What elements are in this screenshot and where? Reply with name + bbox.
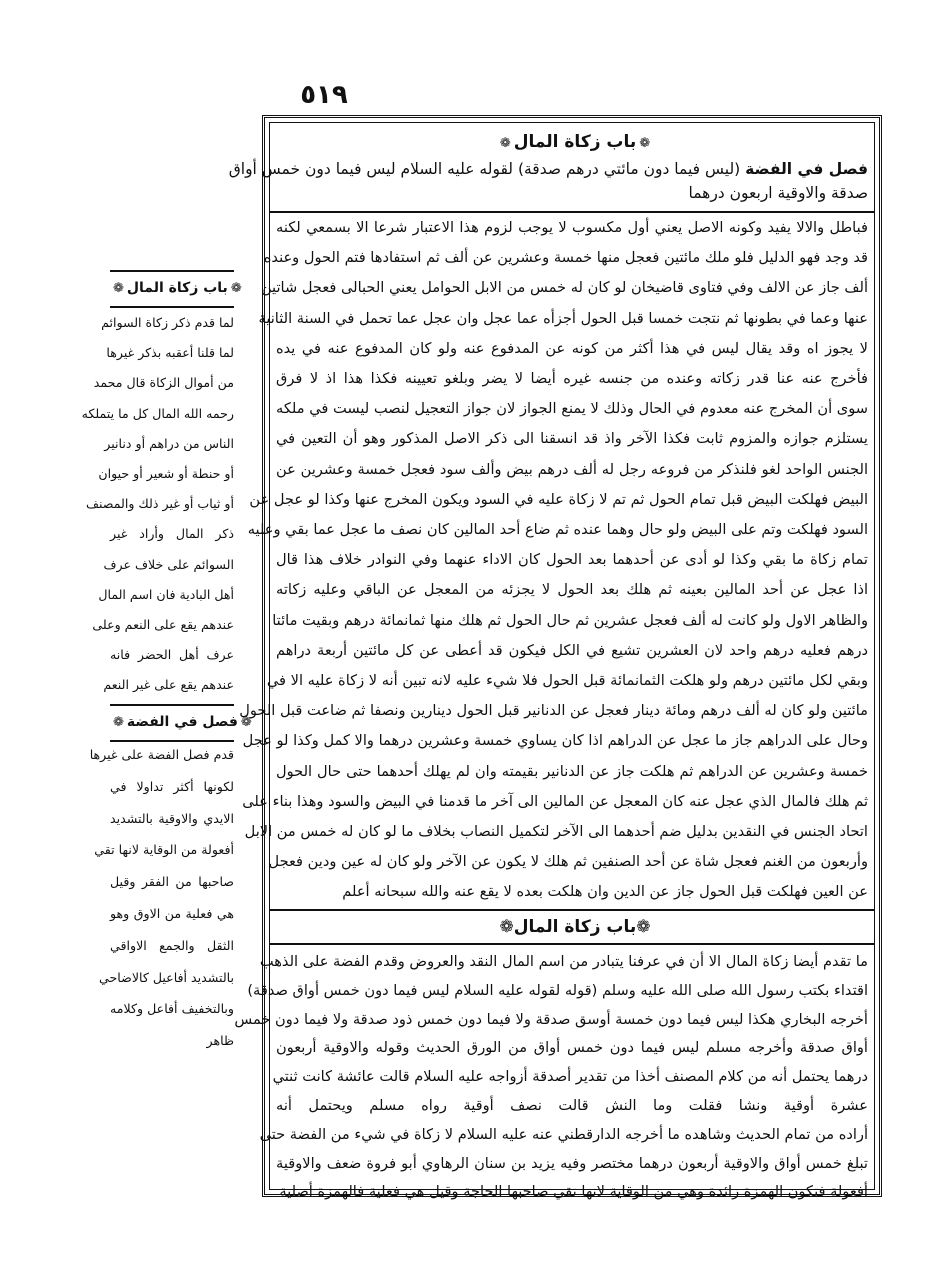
side-text-line: هي فعلية من الاوق وهو xyxy=(110,906,234,921)
side-text-line: عندهم يقع على النعم وعلى xyxy=(92,617,234,632)
side-text-line: لما قدم ذكر زكاة السوائم xyxy=(101,315,234,330)
commentary-line: أواق صدقة وأخرجه مسلم ليس فيما دون خمس أواق من الورق الحديث وقوله والاوقية أربعون xyxy=(276,1039,868,1057)
page-number: ٥١٩ xyxy=(300,80,348,110)
side-text-line: عرف أهل الحضر فانه xyxy=(110,647,234,663)
ornament-icon: ❁ xyxy=(499,917,514,937)
side-text-line: الايدي والاوقية بالتشديد xyxy=(110,810,234,826)
side-title-zakat-al-mal xyxy=(110,270,242,308)
ornament-icon: ❁ xyxy=(230,281,242,296)
commentary-line: البيض فهلكت البيض قبل تمام الحول ثم تم لا زكاة عليه في السود ويكون المخرج عنها وكذا لو عجل عن xyxy=(249,490,868,508)
divider-title-text: باب زكاة المال xyxy=(513,917,637,937)
matn-line: صدقة والاوقية اربعون درهما xyxy=(688,184,868,202)
side-text-line: بالتشديد أفاعيل كالاضاحي xyxy=(99,969,234,985)
side-text-line: الثقل والجمع الاواقي xyxy=(110,937,234,953)
side-text-line: أفعولة من الوقاية لانها تقي xyxy=(94,842,234,858)
side-text-line: رحمه الله المال كل ما يتملكه xyxy=(81,405,234,421)
commentary-line: وبقي لكل مائتين درهم ولو هلكت الثمانمائة قبل الحول فلا شيء عليه لانه تبين أنه لا زكاة عليه الا في xyxy=(266,672,868,689)
side-text-line: من أموال الزكاة قال محمد xyxy=(93,375,234,391)
chapter-title xyxy=(470,129,680,155)
commentary-line: وحال على الدراهم جاز ما عجل عن الدراهم اذا كان يساوي خمسة وعشرين درهما والا كمل وكذا لو عجل xyxy=(242,732,868,750)
side-text-line: عندهم يقع على غير النعم xyxy=(103,677,234,693)
commentary-line: أفعولة فتكون الهمزة زائدة وهي من الوقاية لانها تقي صاحبها الحاجة وقيل هي فعلية فالهمزة أصلية xyxy=(279,1183,868,1201)
commentary-line: تبلغ خمس أواق والاوقية أربعون درهما مختصر وفيه يزيد بن سنان الرهاوي أبو فروة ضعف والاوقية xyxy=(276,1154,868,1172)
commentary-line: عشرة أوقية ونشا فقلت وما النش قالت نصف أوقية رواه مسلم ويحتمل أنه xyxy=(276,1097,868,1114)
side-title-text: باب زكاة المال xyxy=(126,280,228,296)
side-title-fasl-fidda xyxy=(110,704,252,742)
matn-header xyxy=(228,123,874,213)
ornament-icon: ❁ xyxy=(113,281,124,296)
commentary-line: فأخرج عنه عنا قدر زكاته وعنده من جنسه غيره أيضا لا يضر وبلغو تعيينه فكذا هذا اذ لا فرق xyxy=(276,370,868,387)
matn-line xyxy=(228,157,868,181)
commentary-line: تمام زكاة ما بقي وكذا لو أدى عن أحدهما بعد الحول كان الاداء عنهما وفي النوادر خلاف هذا قال xyxy=(276,551,868,569)
commentary-line: سوى أن المخرج عنه معدوم في الحال وذلك لا يمنع الجواز لان جواز التعجيل لنصب ليست في ملكه xyxy=(276,400,868,418)
commentary-line: وأربعون من الغنم فعجل شاة عن أحد الصنفين ثم هلك لا يكون عن الآخر ولو كان له عين ودين فعجل xyxy=(268,853,868,871)
commentary-line: لا يجوز اه وقد يقال ليس في هذا أكثر من كونه عن المدفوع عنه ولو كان المدفوع عنه في يده xyxy=(276,339,868,357)
side-text-line: وبالتخفيف أفاعل وكلامه xyxy=(110,1001,234,1017)
commentary-line: والظاهر الاول ولو كانت له ألف فعجل عشرين ثم حال الحول ثم هلك منها ثمانمائة درهم وبقيت مائتا xyxy=(272,611,868,629)
side-text-line: صاحبها من الفقر وقيل xyxy=(110,874,234,890)
main-text-frame xyxy=(228,115,882,1201)
commentary-line: درهما يحتمل أنه من كلام المصنف أخذا من تقدير أصدقة أزواجه عليه السلام قالت عائشة كانت ثنتي xyxy=(272,1068,868,1086)
matn-text: (ليس فيما دون مائتي درهم صدقة) لقوله عليه السلام ليس فيما دون خمس أواق xyxy=(228,160,741,178)
commentary-line: ألف جاز عن الالف وفي فتاوى قاضيخان لو كان له خمس من الابل الحوامل يعني الحبالى فعجل شاتين xyxy=(260,279,868,297)
side-text-line: السوائم على خلاف عرف xyxy=(103,556,234,572)
commentary-line: السود فهلكت وتم على البيض ولو حال وهما عنده ثم ضاع أحد المالين كان نصف ما عجل عما بقي وعليه xyxy=(247,521,868,538)
commentary-line: خمسة وعشرين عن الدراهم ثم هلكت جاز عن الدنانير بقيمته وان لم يهلك أحدهما حتى حال الحول xyxy=(276,762,868,780)
commentary-line: ما تقدم أيضا زكاة المال الا أن في عرفنا يتبادر من اسم المال النقد والعروض وقدم الفضة على الذهب xyxy=(259,953,868,970)
commentary-line: عن العين فهلكت قبل الحول جاز عن الدين وان هلكت بعده لا يقع عنه والله سبحانه أعلم xyxy=(342,883,868,901)
commentary-line: أخرجه البخاري هكذا ليس فيما دون خمسة أوسق صدقة ولا فيما دون خمس ذود صدقة ولا فيما دون خمس xyxy=(234,1010,868,1028)
side-text-line: ظاهر xyxy=(206,1033,234,1049)
ornament-icon: ❁ xyxy=(636,917,651,937)
commentary-line: ثم هلك فالمال الذي عجل عنه كان المعجل عن المالين الى آخر ما قدمنا في البيض والسود وهذا بناء على xyxy=(242,792,868,810)
ornament-icon: ❁ xyxy=(639,136,651,151)
side-text-line: أو ثياب أو غير ذلك والمصنف xyxy=(85,496,234,512)
section-divider xyxy=(270,909,874,945)
commentary-line: اتحاد الجنس في النقدين بدليل ضم أحدهما الى الآخر لتكميل النصاب بخلاف ما لو كان له خمس من الابل xyxy=(244,823,868,840)
chapter-title-text: باب زكاة المال xyxy=(513,132,637,152)
side-text-line: ذكر المال وأراد غير xyxy=(110,526,234,542)
commentary-line: قد وجد فهو الدليل فلو ملك مائتين فعجل منها خمسة وعشرين عن ألف ثم استفادها فتم الحول وعنده xyxy=(263,249,868,267)
commentary-line: يستلزم جوازه والمزوم ثابت فكذا الآخر واذ قد انسقنا الى ذكر الاصل المذكور وهو أن التعين في xyxy=(276,430,868,448)
commentary-line: فباطل والالا يفيد وكونه الاصل يعني أول مكسوب لا يوجب لزوم هذا الاعتبار شرعا الا بسمعي لكنه xyxy=(276,219,868,236)
side-text-line: أهل البادية فان اسم المال xyxy=(98,586,234,602)
commentary-line: الجنس الواحد لغو فلنذكر من فروعه رجل له ألف درهم بيض وألف سود فعجل خمسة وعشرين عن xyxy=(276,460,868,478)
side-text-line: لكونها أكثر تداولا في xyxy=(110,778,234,794)
fasl-label: فصل في الفضة xyxy=(745,160,868,178)
main-text-inner xyxy=(228,122,875,1201)
commentary-line: اقتداء بكتب رسول الله صلى الله عليه وسلم (قوله لقوله عليه السلام ليس فيما دون خمس أواق صدقة) xyxy=(247,981,868,999)
commentary-line: اذا عجل عن أحد المالين بعينه ثم هلك بعد الحول لا يجزئه من المعجل عن الباقي وعليه زكاته xyxy=(276,581,868,599)
ornament-icon: ❁ xyxy=(240,715,252,730)
ornament-icon: ❁ xyxy=(113,715,124,730)
commentary-line: مائتين ولو كان له ألف درهم ومائة دينار فعجل عن الدنانير قبل الحول دينارين ونصفا ثم ضاعت قبل الحول xyxy=(239,702,868,720)
side-text-line: الناس من دراهم أو دنانير xyxy=(104,435,234,451)
commentary-line: أراده من تمام الحديث وشاهده ما أخرجه الدارقطني عنه عليه السلام لا زكاة في شيء من الفضة حتى xyxy=(259,1125,868,1143)
side-title-text: فصل في الفضة xyxy=(126,714,238,730)
side-text-line: أو حنطة أو شعير أو حيوان xyxy=(98,466,234,481)
commentary-line: درهم فعليه درهم واحد لان العشرين تشيع في الكل فيكون قد أعطى عن كل مائتين أربعة دراهم xyxy=(276,641,868,659)
side-text-line: قدم فصل الفضة على غيرها xyxy=(89,747,234,762)
commentary-line: عنها وعما في بطونها ثم نتجت خمسا قبل الحول أجزأه عما عجل وان عجل عما تحمل في السنة الثانية xyxy=(258,309,868,327)
ornament-icon: ❁ xyxy=(499,136,511,151)
divider-title xyxy=(470,914,680,940)
side-text-line: لما قلنا أعقبه بذكر غيرها xyxy=(106,345,234,361)
